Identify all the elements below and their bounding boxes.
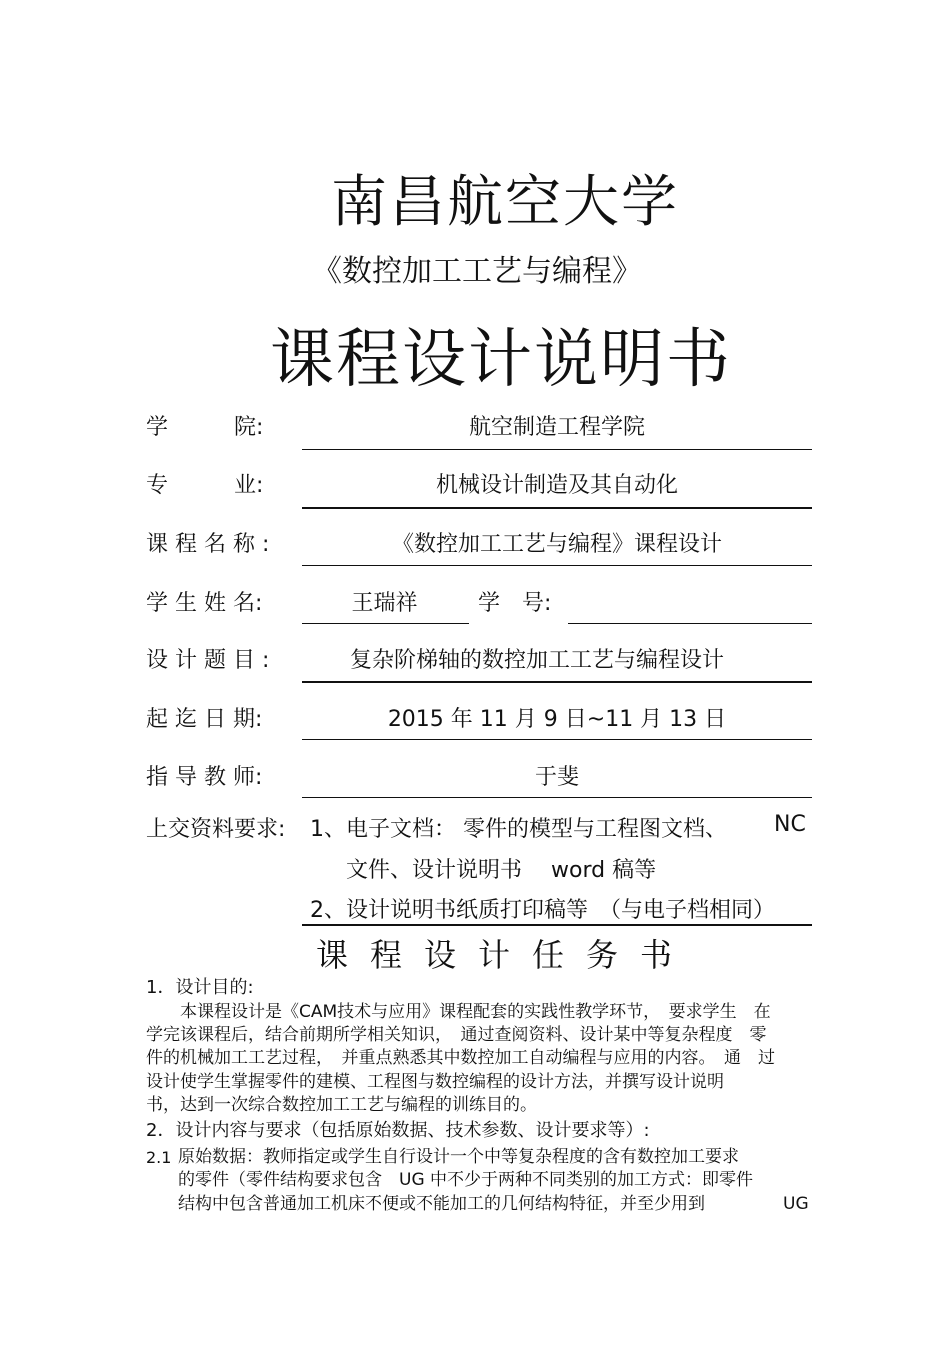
- dates-value: 2015 年 11 月 9 日~11 月 13 日: [387, 707, 727, 732]
- course-name-value: 《数控加工工艺与编程》课程设计: [391, 532, 722, 557]
- student-name-value: 王瑞祥: [351, 591, 418, 616]
- college-label: 学 院:: [146, 415, 264, 440]
- student-name-underline: [302, 623, 469, 624]
- submission-underline: [302, 924, 812, 926]
- student-name-label: 学 生 姓 名:: [146, 591, 263, 616]
- section-2-1-line-3: 结构中包含普通加工机床不便或不能加工的几何结构特征，并至少用到: [178, 1194, 705, 1214]
- university-name: 南昌航空大学: [331, 170, 679, 235]
- dates-label: 起 迄 日 期:: [146, 707, 263, 732]
- submission-line-3: 2、设计说明书纸质打印稿等 （与电子档相同）: [310, 898, 775, 923]
- section-2-1-line-1: 原始数据：教师指定或学生自行设计一个中等复杂程度的含有数控加工要求: [178, 1147, 739, 1167]
- submission-line-1: 1、电子文档： 零件的模型与工程图文档、: [310, 817, 727, 842]
- section-1-line-3: 件的机械加工工艺过程， 并重点熟悉其中数控加工自动编程与应用的内容。 通 过: [146, 1048, 775, 1068]
- topic-label: 设 计 题 目 :: [146, 648, 270, 673]
- section-1-line-1: 本课程设计是《CAM技术与应用》课程配套的实践性教学环节， 要求学生 在: [180, 1002, 771, 1022]
- major-underline: [302, 507, 812, 509]
- section-2-1-label: 2.1: [146, 1148, 172, 1167]
- section-1-heading: 1．设计目的:: [146, 977, 254, 998]
- section-2-1-line-3-tail: UG: [783, 1194, 809, 1214]
- section-1-line-5: 书，达到一次综合数控加工工艺与编程的训练目的。: [146, 1095, 537, 1115]
- topic-value: 复杂阶梯轴的数控加工工艺与编程设计: [349, 648, 724, 673]
- submission-label: 上交资料要求:: [146, 817, 286, 842]
- section-1-line-2: 学完该课程后，结合前期所学相关知识， 通过查阅资料、设计某中等复杂程度 零: [146, 1025, 767, 1045]
- submission-line-1-tail: NC: [774, 812, 806, 837]
- course-title: 《数控加工工艺与编程》: [312, 254, 642, 289]
- teacher-label: 指 导 教 师:: [146, 765, 263, 790]
- submission-line-2: 文件、设计说明书 word 稿等: [346, 858, 657, 883]
- section-2-1-line-2: 的零件（零件结构要求包含 UG 中不少于两种不同类别的加工方式：即零件: [178, 1170, 754, 1190]
- student-id-underline: [568, 623, 812, 624]
- document-title: 课程设计说明书: [270, 323, 732, 397]
- task-book-title: 课程设计任务书: [316, 936, 695, 974]
- college-value: 航空制造工程学院: [468, 415, 645, 440]
- college-underline: [302, 449, 812, 450]
- major-label: 专 业:: [146, 473, 264, 498]
- dates-underline: [302, 739, 812, 740]
- topic-underline: [302, 681, 812, 683]
- student-id-label: 学 号:: [478, 591, 552, 616]
- teacher-value: 于斐: [534, 765, 579, 790]
- course-name-label: 课 程 名 称 :: [146, 532, 270, 557]
- major-value: 机械设计制造及其自动化: [435, 473, 678, 498]
- section-1-line-4: 设计使学生掌握零件的建模、工程图与数控编程的设计方法，并撰写设计说明: [146, 1072, 724, 1092]
- teacher-underline: [302, 797, 812, 798]
- section-2-heading: 2．设计内容与要求（包括原始数据、技术参数、设计要求等）:: [146, 1120, 650, 1141]
- course-name-underline: [302, 565, 812, 566]
